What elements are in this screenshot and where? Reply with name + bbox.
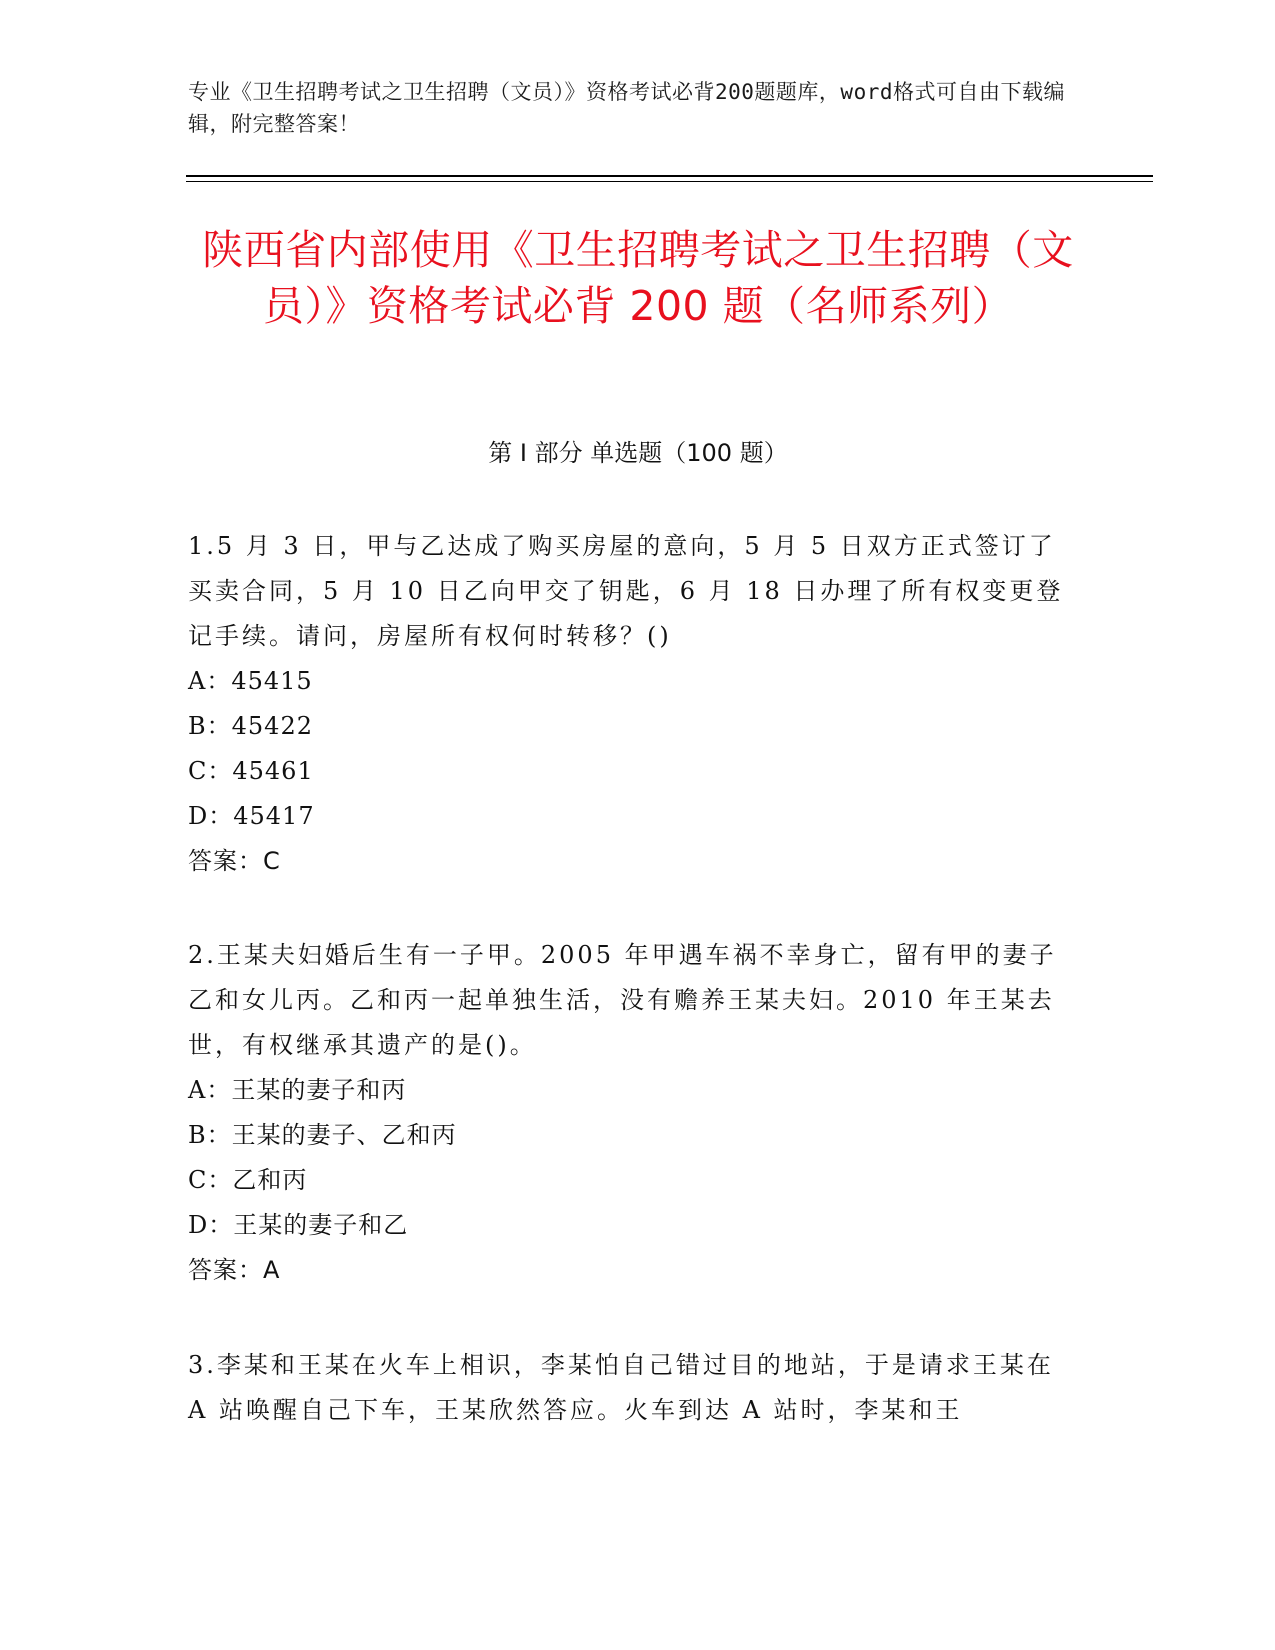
question-1 <box>188 524 1078 884</box>
question-2 <box>188 933 1078 1293</box>
answer: 答案：A <box>188 1256 281 1284</box>
option-c: C：45461 <box>188 757 314 785</box>
header-note: 专业《卫生招聘考试之卫生招聘（文员）》资格考试必背200题题库，word格式可自由下载编辑，附完整答案！ <box>188 80 1065 136</box>
option-d: D：45417 <box>188 802 315 830</box>
option-b: B：45422 <box>188 712 313 740</box>
question-3 <box>188 1343 1078 1433</box>
question-stem: 3.李某和王某在火车上相识，李某怕自己错过目的地站，于是请求王某在 A 站唤醒自己下车，王某欣然答应。火车到达 A 站时，李某和王 <box>188 1351 1054 1424</box>
document-title: 陕西省内部使用《卫生招聘考试之卫生招聘（文员）》资格考试必背 200 题（名师系列） <box>202 226 1074 330</box>
option-a: A：45415 <box>188 667 313 695</box>
section-heading: 第 I 部分 单选题（100 题） <box>488 439 788 467</box>
question-stem: 2.王某夫妇婚后生有一子甲。2005 年甲遇车祸不幸身亡，留有甲的妻子乙和女儿丙。乙和丙一起单独生活，没有赡养王某夫妇。2010 年王某去世，有权继承其遗产的是()。 <box>188 941 1057 1059</box>
header-divider-thick <box>186 175 1153 177</box>
option-b: B：王某的妻子、乙和丙 <box>188 1121 457 1149</box>
option-a: A：王某的妻子和丙 <box>188 1076 407 1104</box>
answer: 答案：C <box>188 847 281 875</box>
header-divider-thin <box>186 181 1153 182</box>
option-c: C：乙和丙 <box>188 1166 308 1194</box>
question-stem: 1.5 月 3 日，甲与乙达成了购买房屋的意向，5 月 5 日双方正式签订了买卖合同，5 月 10 日乙向甲交了钥匙，6 月 18 日办理了所有权变更登记手续。请问，房屋所有权何时转移？() <box>188 532 1064 650</box>
option-d: D：王某的妻子和乙 <box>188 1211 409 1239</box>
